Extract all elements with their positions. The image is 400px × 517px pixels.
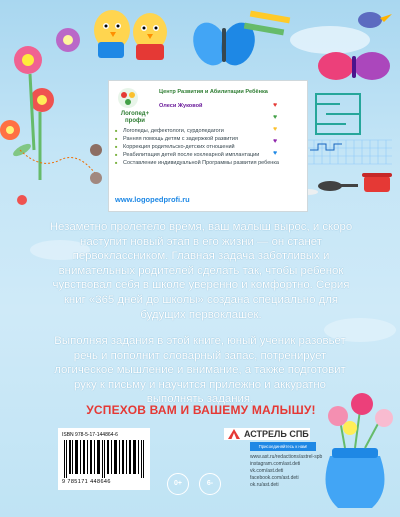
barcode-digits: 9 785171 448646: [62, 479, 111, 485]
bear-icon: [90, 144, 102, 156]
vase-with-flowers-icon: [326, 393, 394, 508]
bird-icon: [358, 12, 392, 28]
logo-icon: [117, 87, 139, 109]
frying-pan-icon: [318, 181, 342, 191]
service-item: ■ Логопеды, дефектологи, сурдопедагоги: [115, 127, 305, 135]
age-rating-badge: 6-: [199, 473, 221, 495]
maze-illustration: [316, 94, 360, 134]
center-title: Центр Развития и Абилитации Ребёнка: [159, 89, 268, 95]
flower-pink-icon: [14, 46, 42, 74]
cloud: [290, 26, 370, 54]
chick-boy-icon: [94, 10, 130, 58]
info-card: [108, 80, 308, 212]
age-rating-badge: 0+: [167, 473, 189, 495]
contact-link[interactable]: www.ast.ru/redactions/astrel-spb: [250, 454, 323, 460]
closing-slogan: УСПЕХОВ ВАМ И ВАШЕМУ МАЛЫШУ!: [86, 403, 316, 417]
barcode-icon: [62, 440, 146, 478]
pan-handle: [340, 184, 358, 187]
contact-link[interactable]: instagram.com/ast.deti: [250, 461, 301, 467]
publisher-logo-icon: [228, 429, 240, 439]
flower-purple-icon: [56, 28, 80, 52]
bear-icon: [90, 172, 102, 184]
heart-icon: ♥: [273, 102, 278, 109]
join-us-bar: Присоединяйтесь к нам!: [250, 442, 316, 451]
card-url[interactable]: www.logopedprofi.ru: [115, 195, 190, 204]
center-name: Олеси Жуковой: [159, 103, 203, 109]
tasks-paragraph: Выполняя задания в этой книге, юный ученик разовьет речь и пополнит словарный запас, потренирует логическое мышление и внимание, а также подготовит руку к письму и научится прилежно и аккуратно выполнять задания.: [54, 335, 346, 406]
heart-icon: ♥: [273, 150, 278, 157]
heart-icon: ♥: [273, 138, 278, 145]
heart-icon: ♥: [273, 114, 278, 121]
butterfly-pink-icon: [318, 52, 390, 80]
service-item: ■ Составление индивидуальной Программы развития ребенка: [115, 159, 305, 167]
bird-small-icon: [17, 195, 27, 205]
pencil-icon: [250, 11, 290, 24]
chick-girl-icon: [133, 13, 167, 60]
publisher-name: АСТРЕЛЬ СПБ: [244, 429, 309, 439]
flower-red-icon: [30, 88, 54, 112]
intro-paragraph: Незаметно пролетело время, ваш малыш вырос, и скоро наступит новый этап в его жизни — он станет первоклассником. Главная задача заботливых и внимательных родителей сделать так, чтобы ребенок чувствовал себя в школе уверенно и комфортно. Серия книг «365 дней до школы» создана специально для будущих первоклашек.: [49, 221, 353, 321]
flower-orange-icon: [0, 120, 20, 140]
isbn-label: ISBN 978-5-17-144864-6: [62, 432, 118, 438]
service-item: ■ Ранняя помощь детям с задержкой развития: [115, 135, 305, 143]
services-list: [115, 127, 305, 167]
leaf: [11, 142, 32, 159]
pot-icon: [362, 173, 392, 192]
dotted-path: [20, 150, 100, 180]
logo-text: Логопед+ профи: [120, 111, 150, 124]
service-item: ■ Коррекция родительско-детских отношений: [115, 143, 305, 151]
contact-link[interactable]: ok.ru/ast.deti: [250, 482, 279, 488]
contact-link[interactable]: facebook.com/ast.deti: [250, 475, 299, 481]
heart-icon: ♥: [273, 126, 278, 133]
pattern-line: [310, 144, 342, 150]
service-item: ■ Реабилитация детей после кохлеарной имплантации: [115, 151, 305, 159]
contact-link[interactable]: vk.com/ast.deti: [250, 468, 284, 474]
